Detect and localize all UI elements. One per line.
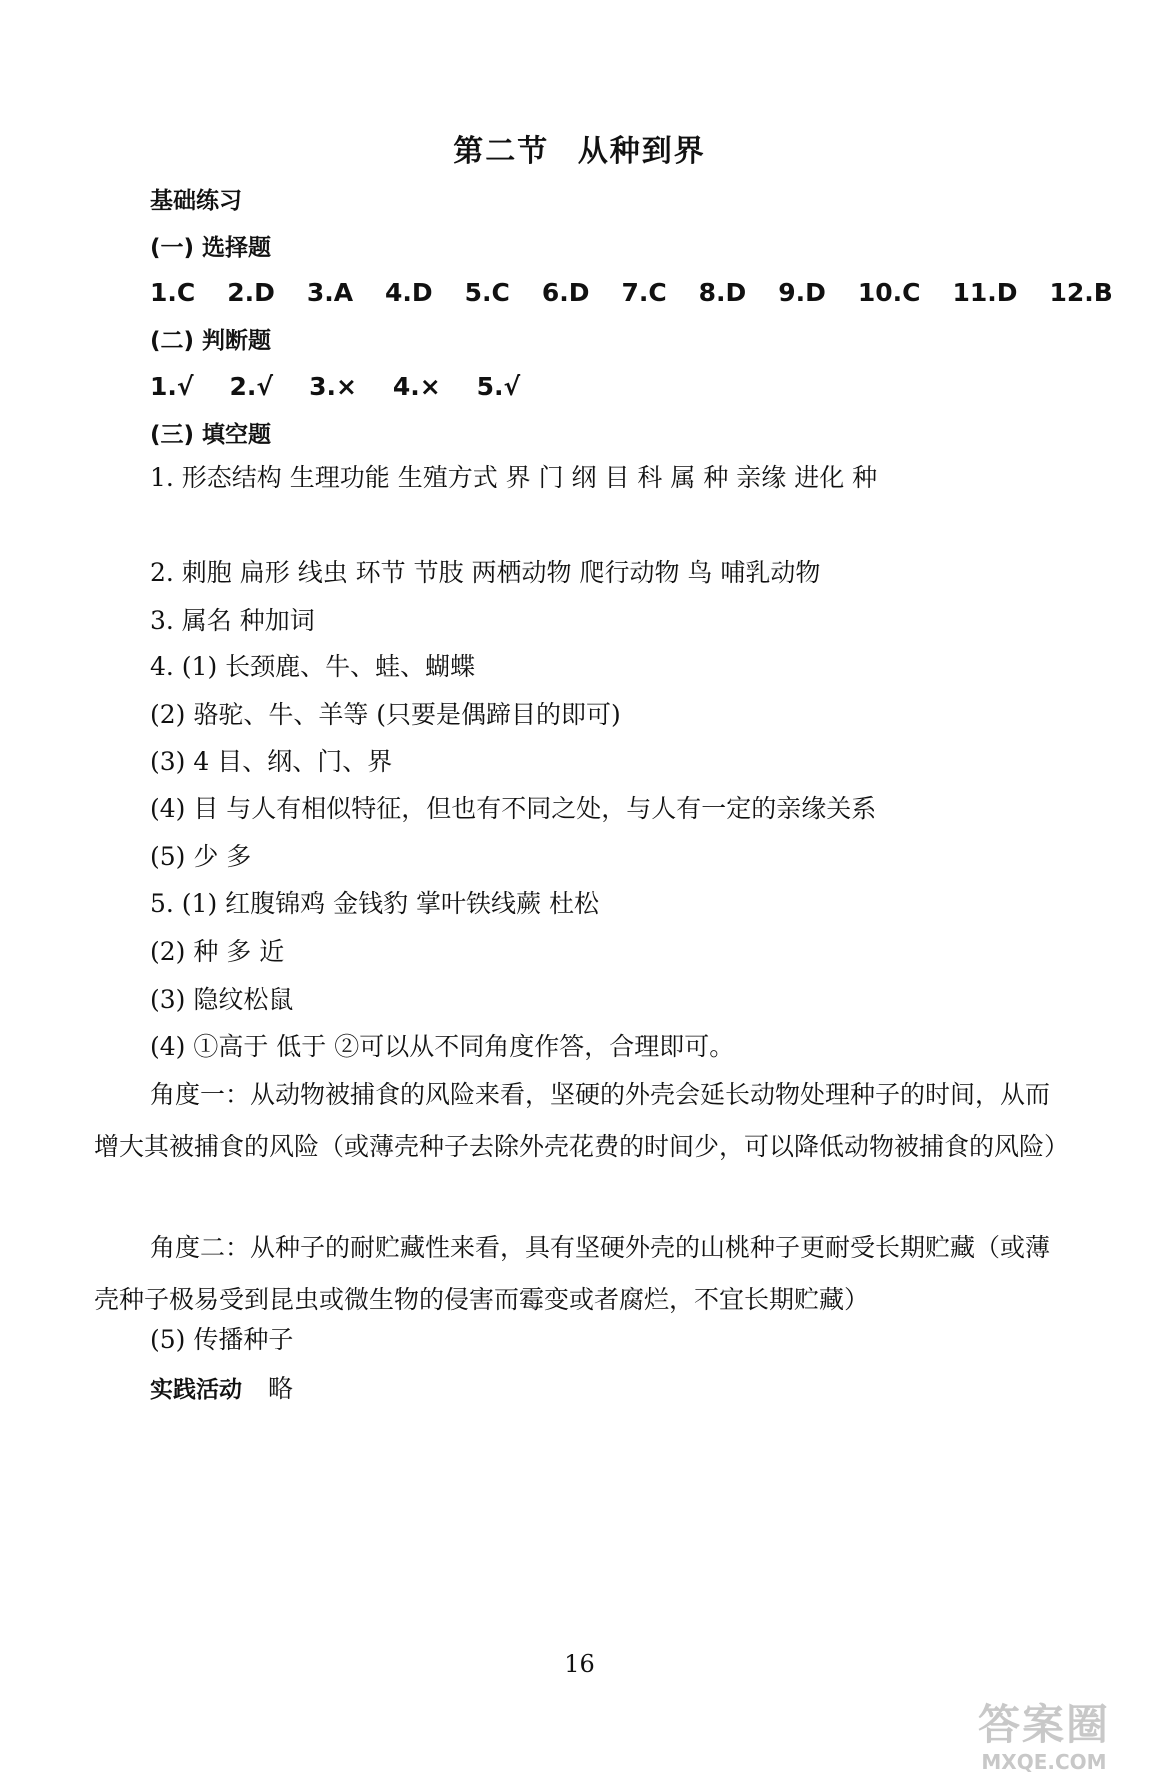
answer-item: 2.D: [227, 278, 275, 307]
fill-q2: 2. 刺胞 扁形 线虫 环节 节肢 两栖动物 爬行动物 鸟 哺乳动物: [150, 558, 821, 587]
fill-q5-5: (5) 传播种子: [150, 1325, 294, 1354]
fill-q3: 3. 属名 种加词: [150, 606, 315, 635]
answer-item: 5.C: [464, 278, 510, 307]
practice-answer: 略: [267, 1374, 293, 1403]
fill-q4-1: 4. (1) 长颈鹿、牛、蛙、蝴蝶: [150, 652, 476, 681]
answer-item: 6.D: [541, 278, 590, 307]
fill-q5-3: (3) 隐纹松鼠: [150, 985, 294, 1014]
fill-q5-4: (4) ①高于 低于 ②可以从不同角度作答，合理即可。: [150, 1032, 735, 1061]
fill-q5-1: 5. (1) 红腹锦鸡 金钱豹 掌叶铁线蕨 杜松: [150, 889, 600, 918]
answer-item: 3.×: [309, 372, 357, 401]
practice-label: 实践活动: [150, 1377, 242, 1403]
page-number: 16: [564, 1650, 595, 1678]
answer-item: 1.√: [150, 372, 194, 401]
answer-angle-2: 角度二：从种子的耐贮藏性来看，具有坚硬外壳的山桃种子更耐受长期贮藏（或薄壳种子极易受到昆虫或微生物的侵害而霉变或者腐烂，不宜长期贮藏）: [94, 1233, 1051, 1314]
part1-heading: (一) 选择题: [150, 235, 272, 261]
answer-item: 3.A: [306, 278, 354, 307]
watermark-logo: 答案圈: [977, 1700, 1110, 1749]
fill-q4-3: (3) 4 目、纲、门、界: [150, 747, 393, 776]
true-false-answers: [150, 370, 1159, 404]
fill-q4-2: (2) 骆驼、牛、羊等 (只要是偶蹄目的即可): [150, 700, 621, 729]
answer-item: 4.D: [385, 278, 433, 307]
answer-item: 12.B: [1049, 278, 1113, 307]
answer-item: 1.C: [150, 278, 196, 307]
fill-q5-2: (2) 种 多 近: [150, 937, 285, 966]
answer-item: 9.D: [778, 278, 826, 307]
fill-q4-4: (4) 目 与人有相似特征，但也有不同之处，与人有一定的亲缘关系: [150, 794, 877, 823]
page-title: 第二节 从种到界: [453, 134, 706, 169]
part3-heading: (三) 填空题: [150, 422, 272, 448]
part2-heading: (二) 判断题: [150, 328, 272, 354]
watermark: [949, 1700, 1139, 1780]
fill-q1: 1. 形态结构 生理功能 生殖方式 界 门 纲 目 科 属 种 亲缘 进化 种: [150, 463, 878, 492]
answer-item: 10.C: [857, 278, 921, 307]
answer-angle-1: 角度一：从动物被捕食的风险来看，坚硬的外壳会延长动物处理种子的时间，从而增大其被捕食的风险（或薄壳种子去除外壳花费的时间少，可以降低动物被捕食的风险）: [94, 1080, 1070, 1161]
answer-item: 8.D: [698, 278, 747, 307]
practice-activity: [150, 1372, 1159, 1407]
answer-item: 5.√: [476, 372, 521, 401]
watermark-url: MXQE.COM: [981, 1750, 1107, 1774]
answer-item: 11.D: [952, 278, 1018, 307]
fill-q4-5: (5) 少 多: [150, 842, 252, 871]
multiple-choice-answers: [150, 276, 1159, 310]
answer-item: 4.×: [392, 372, 441, 401]
answer-item: 2.√: [229, 372, 274, 401]
answer-item: 7.C: [621, 278, 667, 307]
section-basic-practice: 基础练习: [150, 188, 242, 214]
